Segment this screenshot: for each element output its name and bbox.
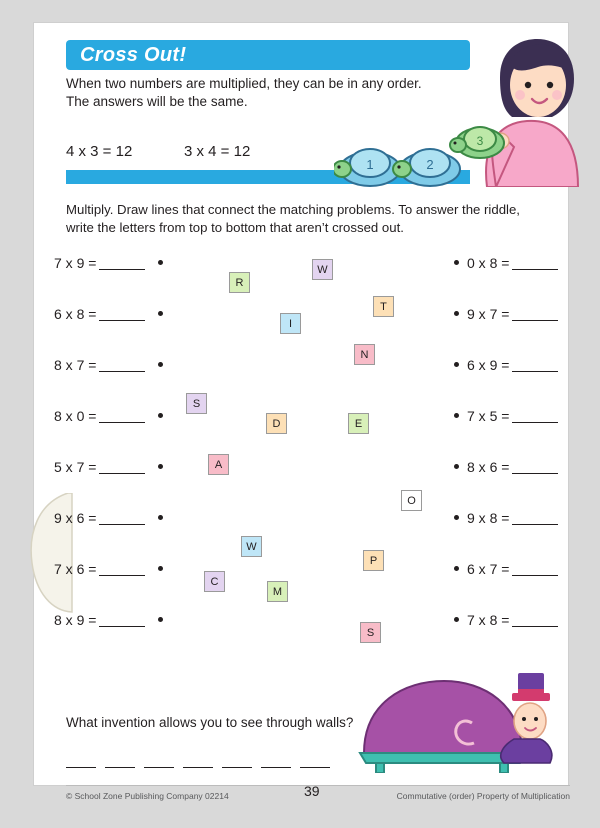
riddle-answer-blank[interactable] xyxy=(261,753,291,768)
problem-row[interactable] xyxy=(454,459,600,510)
riddle-answer-blank[interactable] xyxy=(66,753,96,768)
page-margin-top xyxy=(0,0,600,22)
connector-dot[interactable] xyxy=(454,617,459,622)
connector-dot[interactable] xyxy=(454,515,459,520)
problem-text: 9 x 6 = xyxy=(54,510,97,526)
connector-dot[interactable] xyxy=(454,566,459,571)
problem-row[interactable] xyxy=(54,357,234,408)
problem-row[interactable] xyxy=(54,306,234,357)
answer-blank[interactable] xyxy=(99,358,145,372)
letter-tile[interactable]: S xyxy=(360,622,381,643)
letter-tile[interactable]: D xyxy=(266,413,287,434)
title-banner xyxy=(66,40,470,70)
problem-text: 7 x 8 = xyxy=(467,612,510,628)
connector-dot[interactable] xyxy=(158,260,163,265)
letter-tile[interactable]: W xyxy=(241,536,262,557)
svg-text:3: 3 xyxy=(476,134,484,148)
page-number: 39 xyxy=(304,783,320,799)
problem-text: 8 x 6 = xyxy=(467,459,510,475)
problem-row[interactable] xyxy=(454,510,600,561)
problem-row[interactable] xyxy=(454,561,600,612)
footer-skill-label: Commutative (order) Property of Multiplication xyxy=(396,791,570,801)
connector-dot[interactable] xyxy=(454,311,459,316)
example-equation-right: 3 x 4 = 12 xyxy=(184,143,251,160)
problem-row[interactable] xyxy=(454,408,600,459)
problem-text: 7 x 9 = xyxy=(54,255,97,271)
answer-blank[interactable] xyxy=(512,358,558,372)
problem-row[interactable] xyxy=(454,612,600,663)
connector-dot[interactable] xyxy=(454,260,459,265)
problem-text: 6 x 9 = xyxy=(467,357,510,373)
problem-text: 8 x 7 = xyxy=(54,357,97,373)
connector-dot[interactable] xyxy=(158,515,163,520)
problem-text: 0 x 8 = xyxy=(467,255,510,271)
riddle-answer-blank[interactable] xyxy=(222,753,252,768)
riddle-question: What invention allows you to see through walls? xyxy=(66,715,354,730)
connector-dot[interactable] xyxy=(454,413,459,418)
riddle-answer-blanks[interactable] xyxy=(66,753,366,773)
answer-blank[interactable] xyxy=(99,256,145,270)
problem-text: 8 x 0 = xyxy=(54,408,97,424)
problems-column-left xyxy=(54,255,234,663)
letter-tile[interactable]: O xyxy=(401,490,422,511)
worksheet-sheet xyxy=(33,22,570,801)
answer-blank[interactable] xyxy=(99,460,145,474)
problem-text: 7 x 6 = xyxy=(54,561,97,577)
answer-blank[interactable] xyxy=(512,409,558,423)
svg-text:2: 2 xyxy=(426,157,434,172)
problem-row[interactable] xyxy=(454,357,600,408)
letter-tile[interactable]: R xyxy=(229,272,250,293)
riddle-answer-blank[interactable] xyxy=(300,753,330,768)
answer-blank[interactable] xyxy=(99,562,145,576)
answer-blank[interactable] xyxy=(99,511,145,525)
letter-tile[interactable]: E xyxy=(348,413,369,434)
letter-tile[interactable]: T xyxy=(373,296,394,317)
problem-text: 6 x 7 = xyxy=(467,561,510,577)
example-equation-left: 4 x 3 = 12 xyxy=(66,143,133,160)
riddle-answer-blank[interactable] xyxy=(144,753,174,768)
problem-text: 6 x 8 = xyxy=(54,306,97,322)
connector-dot[interactable] xyxy=(158,566,163,571)
answer-blank[interactable] xyxy=(99,613,145,627)
page-margin-left xyxy=(0,0,33,828)
footer-copyright: © School Zone Publishing Company 02214 xyxy=(66,791,229,801)
directions-text: Multiply. Draw lines that connect the matching problems. To answer the riddle, write the letters from top to bottom that aren’t crossed out. xyxy=(66,202,520,236)
connector-dot[interactable] xyxy=(158,362,163,367)
problem-text: 7 x 5 = xyxy=(467,408,510,424)
letter-tile[interactable]: S xyxy=(186,393,207,414)
connector-dot[interactable] xyxy=(158,413,163,418)
problem-row[interactable] xyxy=(54,408,234,459)
letter-tile[interactable]: W xyxy=(312,259,333,280)
letter-tile[interactable]: P xyxy=(363,550,384,571)
letter-tile[interactable]: N xyxy=(354,344,375,365)
magician-illustration xyxy=(354,663,574,773)
answer-blank[interactable] xyxy=(99,409,145,423)
answer-blank[interactable] xyxy=(512,562,558,576)
problem-row[interactable] xyxy=(54,459,234,510)
svg-text:1: 1 xyxy=(366,157,374,172)
letter-tile[interactable]: I xyxy=(280,313,301,334)
problem-row[interactable] xyxy=(454,306,600,357)
problem-row[interactable] xyxy=(54,510,234,561)
problem-text: 8 x 9 = xyxy=(54,612,97,628)
page-title: Cross Out! xyxy=(80,44,187,66)
problem-row[interactable] xyxy=(54,255,234,306)
riddle-answer-blank[interactable] xyxy=(183,753,213,768)
problem-text: 9 x 7 = xyxy=(467,306,510,322)
connector-dot[interactable] xyxy=(158,311,163,316)
intro-text: When two numbers are multiplied, they can be in any order. The answers will be the same. xyxy=(66,76,422,110)
problem-text: 5 x 7 = xyxy=(54,459,97,475)
problem-row[interactable] xyxy=(454,255,600,306)
letter-tile[interactable]: C xyxy=(204,571,225,592)
connector-dot[interactable] xyxy=(454,464,459,469)
letter-tile[interactable]: M xyxy=(267,581,288,602)
answer-blank[interactable] xyxy=(99,307,145,321)
problem-row[interactable] xyxy=(54,612,234,663)
problem-text: 9 x 8 = xyxy=(467,510,510,526)
connector-dot[interactable] xyxy=(158,617,163,622)
letter-tile[interactable]: A xyxy=(208,454,229,475)
riddle-answer-blank[interactable] xyxy=(105,753,135,768)
answer-blank[interactable] xyxy=(512,511,558,525)
answer-blank[interactable] xyxy=(512,460,558,474)
answer-blank[interactable] xyxy=(512,613,558,627)
answer-blank[interactable] xyxy=(512,307,558,321)
connector-dot[interactable] xyxy=(158,464,163,469)
problems-column-right xyxy=(454,255,600,663)
turtles-illustration xyxy=(334,111,514,191)
answer-blank[interactable] xyxy=(512,256,558,270)
connector-dot[interactable] xyxy=(454,362,459,367)
